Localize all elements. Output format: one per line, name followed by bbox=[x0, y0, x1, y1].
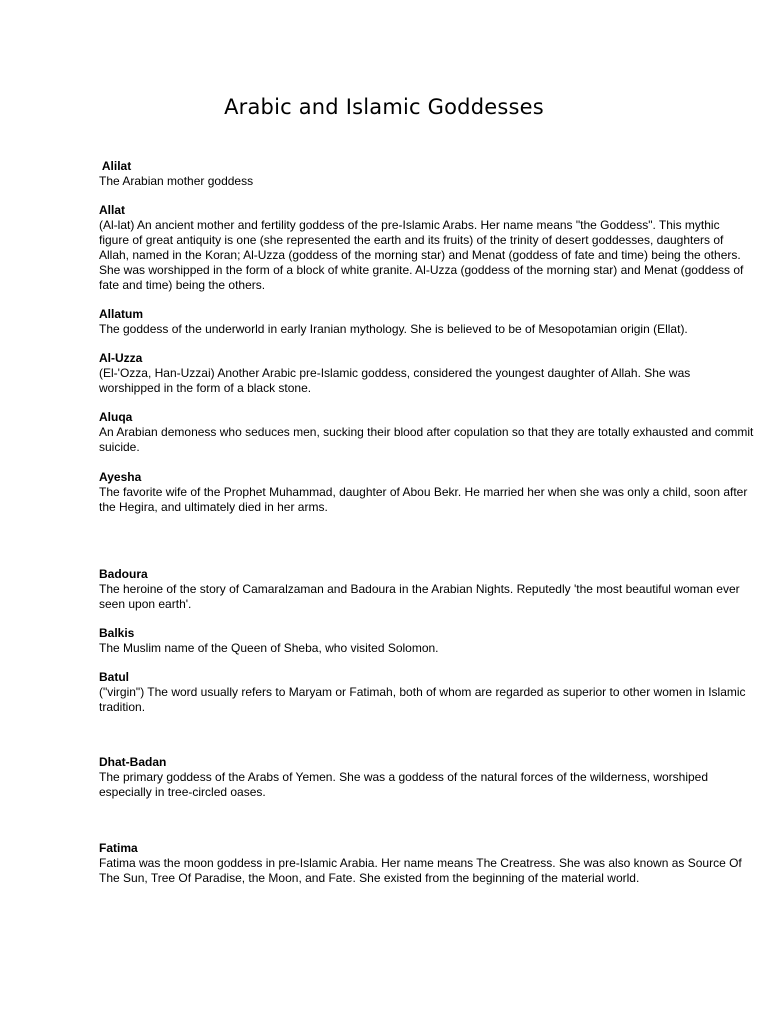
entry-definition-line: The Muslim name of the Queen of Sheba, who visited Solomon. bbox=[99, 641, 439, 655]
entry-term: Ayesha bbox=[99, 470, 142, 484]
entry-definition-line: suicide. bbox=[99, 440, 140, 454]
entry-definition-line: (Al-lat) An ancient mother and fertility goddess of the pre-Islamic Arabs. Her name means "the Goddess". This mythic bbox=[99, 218, 720, 232]
entry-batul bbox=[99, 670, 768, 715]
entry-term: Dhat-Badan bbox=[99, 755, 167, 769]
entry-definition-line: ("virgin") The word usually refers to Maryam or Fatimah, both of whom are regarded as superior to other women in Islamic bbox=[99, 685, 746, 699]
entry-al-uzza bbox=[99, 351, 768, 396]
entry-term: Balkis bbox=[99, 626, 135, 640]
entry-definition-line: The heroine of the story of Camaralzaman and Badoura in the Arabian Nights. Reputedly 'the most beautiful woman ever bbox=[99, 582, 740, 596]
entry-aluqa bbox=[99, 410, 768, 455]
entry-term: Allatum bbox=[99, 307, 144, 321]
entry-fatima bbox=[99, 841, 768, 886]
entry-term: Aluqa bbox=[99, 410, 133, 424]
entry-allat bbox=[99, 203, 768, 293]
entry-definition-line: fate and time) being the others. bbox=[99, 278, 266, 292]
entry-term: Badoura bbox=[99, 567, 148, 581]
entry-definition-line: the Hegira, and ultimately died in her arms. bbox=[99, 500, 328, 514]
entry-definition-line: (El-'Ozza, Han-Uzzai) Another Arabic pre-Islamic goddess, considered the youngest daughter of Allah. She was bbox=[99, 366, 691, 380]
entry-definition-line: The Arabian mother goddess bbox=[99, 174, 254, 188]
entry-badoura bbox=[99, 567, 768, 612]
entry-definition-line: seen upon earth'. bbox=[99, 597, 192, 611]
entry-definition-line: worshipped in the form of a black stone. bbox=[99, 381, 312, 395]
entry-term: Batul bbox=[99, 670, 129, 684]
entry-term: Fatima bbox=[99, 841, 138, 855]
entry-definition-line: Allah, named in the Koran; Al-Uzza (goddess of the morning star) and Menat (goddess of fate and time) being the others. bbox=[99, 248, 741, 262]
entry-definition-line: Fatima was the moon goddess in pre-Islamic Arabia. Her name means The Creatress. She was also known as Source Of bbox=[99, 856, 742, 870]
entry-term: Allat bbox=[99, 203, 126, 217]
entry-definition-line: The goddess of the underworld in early Iranian mythology. She is believed to be of Mesopotamian origin (Ellat). bbox=[99, 322, 688, 336]
entry-definition-line: An Arabian demoness who seduces men, sucking their blood after copulation so that they are totally exhausted and commit bbox=[99, 425, 754, 439]
page-title: Arabic and Islamic Goddesses bbox=[224, 95, 544, 119]
entry-dhat-badan bbox=[99, 755, 768, 800]
entry-term: Al-Uzza bbox=[99, 351, 143, 365]
entry-definition-line: The primary goddess of the Arabs of Yemen. She was a goddess of the natural forces of the wilderness, worshiped bbox=[99, 770, 709, 784]
entry-term: Alilat bbox=[99, 159, 132, 173]
entry-allatum bbox=[99, 307, 768, 337]
entry-alilat bbox=[99, 159, 768, 189]
entry-definition-line: The favorite wife of the Prophet Muhammad, daughter of Abou Bekr. He married her when she was only a child, soon after bbox=[99, 485, 748, 499]
entry-balkis bbox=[99, 626, 768, 656]
entry-ayesha bbox=[99, 470, 768, 515]
entry-definition-line: The Sun, Tree Of Paradise, the Moon, and Fate. She existed from the beginning of the material world. bbox=[99, 871, 640, 885]
entry-definition-line: especially in tree-circled oases. bbox=[99, 785, 266, 799]
entry-definition-line: tradition. bbox=[99, 700, 146, 714]
entry-definition-line: She was worshipped in the form of a block of white granite. Al-Uzza (goddess of the morning star) and Menat (goddess of bbox=[99, 263, 744, 277]
entry-definition-line: figure of great antiquity is one (she represented the earth and its fruits) of the trinity of desert goddesses, daughters of bbox=[99, 233, 724, 247]
